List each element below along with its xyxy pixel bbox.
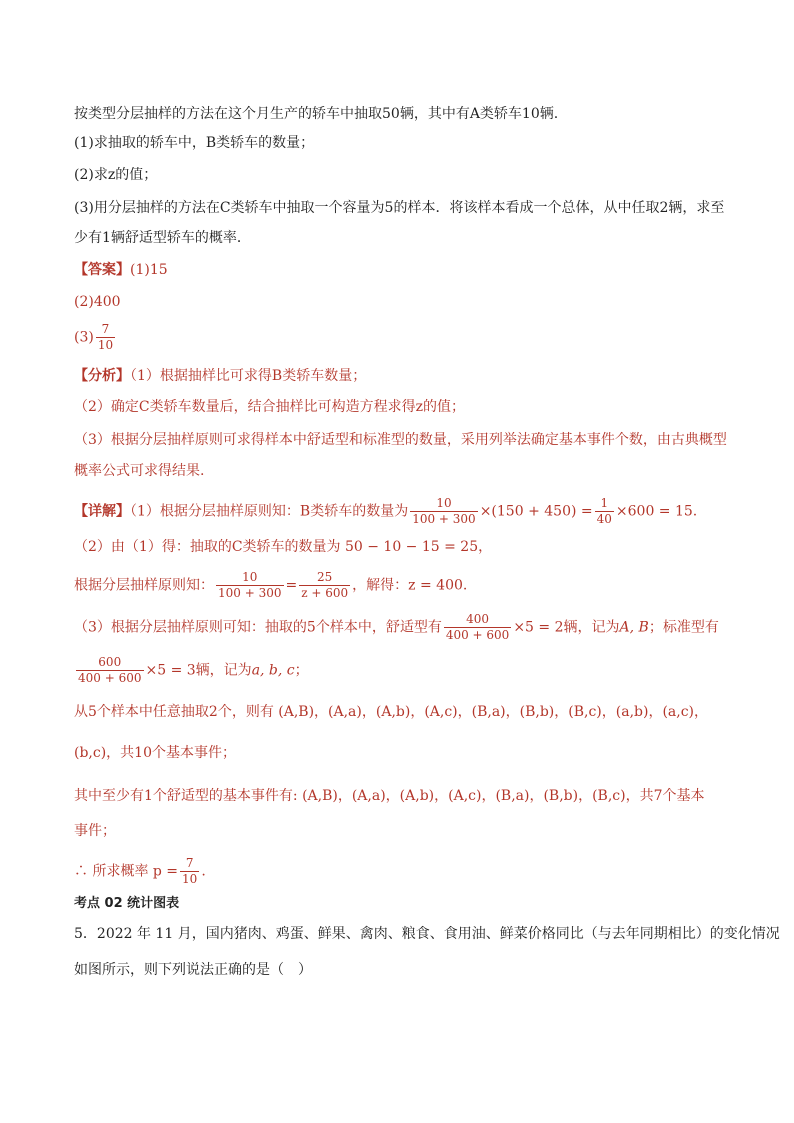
detail-fraction-7: $\frac{7}{10}$ bbox=[182, 856, 198, 886]
detail-fraction-5: $\frac{400}{400 + 600}$ bbox=[445, 612, 510, 642]
question-5-line-1: 5．2022 年 11 月，国内猪肉、鸡蛋、鲜果、禽肉、粮食、食用油、鲜菜价格同比（与去年同期相比）的变化情况 bbox=[74, 926, 780, 942]
detail-fraction-2: $\frac{1}{40}$ bbox=[596, 496, 612, 526]
detail-row-10: ∴ 所求概率 p = $\frac{7}{10}$ . bbox=[74, 856, 206, 886]
answer-label: 【答案】 bbox=[74, 262, 130, 278]
analysis-row-1 bbox=[74, 366, 366, 386]
detail-label: 【详解】 bbox=[74, 503, 130, 520]
detail-fraction-4: $\frac{25}{z + 600}$ bbox=[301, 570, 349, 600]
detail-fraction-3: $\frac{10}{100 + 300}$ bbox=[218, 570, 282, 600]
question-intro: 按类型分层抽样的方法在这个月生产的轿车中抽取50辆，其中有A类轿车10辆. bbox=[74, 106, 559, 122]
question-part-1: (1)求抽取的轿车中，B类轿车的数量； bbox=[74, 135, 315, 151]
detail-part-6: 从5个样本中任意抽取2个，则有 (A,B)，(A,a)，(A,b)，(A,c)，(B,a)，(B,b)，(B,c)，(a,b)，(a,c)， bbox=[74, 704, 709, 720]
question-part-3-line-2: 少有1辆舒适型轿车的概率． bbox=[74, 230, 251, 246]
analysis-label: 【分析】 bbox=[74, 368, 130, 384]
section-title: 考点 02 统计图表 bbox=[74, 896, 180, 911]
analysis-part-3-line-2: 概率公式可求得结果. bbox=[74, 463, 205, 479]
detail-part-7: (b,c)，共10个基本事件； bbox=[74, 745, 236, 761]
analysis-part-3-line-1: （3）根据分层抽样原则可求得样本中舒适型和标准型的数量，采用列举法确定基本事件个数，由古典概型 bbox=[74, 432, 727, 448]
analysis-part-2: （2）确定C类轿车数量后，结合抽样比可构造方程求得z的值； bbox=[74, 399, 465, 415]
question-5-line-2: 如图所示，则下列说法正确的是（ ） bbox=[74, 962, 312, 978]
detail-row-5: $\frac{600}{400 + 600}$ ×5 = 3辆，记为a, b, c； bbox=[78, 655, 309, 685]
detail-fraction-1: $\frac{10}{100 + 300}$ bbox=[412, 496, 476, 526]
answer-part-2: (2)400 bbox=[74, 294, 121, 310]
detail-row-1: 【详解】（1）根据分层抽样原则知：B类轿车的数量为 $\frac{10}{100 + 300}$ ×(150 + 450) = $\frac{1}{40}$ ×600 = 15. bbox=[74, 496, 698, 526]
analysis-part-1: （1）根据抽样比可求得B类轿车数量； bbox=[130, 368, 367, 384]
detail-row-3: 根据分层抽样原则知： $\frac{10}{100 + 300}$ = $\frac{25}{z + 600}$ ，解得：z = 400. bbox=[74, 570, 468, 600]
detail-fraction-6: $\frac{600}{400 + 600}$ bbox=[78, 655, 142, 685]
detail-part-8: 其中至少有1个舒适型的基本事件有: (A,B)，(A,a)，(A,b)，(A,c)，(B,a)，(B,b)，(B,c)，共7个基本 bbox=[74, 788, 705, 804]
question-part-3-line-1: (3)用分层抽样的方法在C类轿车中抽取一个容量为5的样本．将该样本看成一个总体，从中任取2辆，求至 bbox=[74, 200, 725, 216]
answer-part-3: (3) $\frac{7}{10}$ bbox=[74, 322, 114, 352]
detail-part-9: 事件； bbox=[74, 823, 116, 839]
question-part-2: (2)求z的值； bbox=[74, 167, 158, 183]
detail-part-2: （2）由（1）得：抽取的C类轿车的数量为 50 − 10 − 15 = 25， bbox=[74, 539, 493, 555]
detail-row-4: （3）根据分层抽样原则可知：抽取的5个样本中，舒适型有 $\frac{400}{400 + 600}$ ×5 = 2辆，记为A, B；标准型有 bbox=[74, 612, 719, 642]
answer-part-1: (1)15 bbox=[130, 262, 168, 278]
answer-row-1 bbox=[74, 260, 168, 280]
answer-fraction: $\frac{7}{10}$ bbox=[97, 322, 114, 352]
